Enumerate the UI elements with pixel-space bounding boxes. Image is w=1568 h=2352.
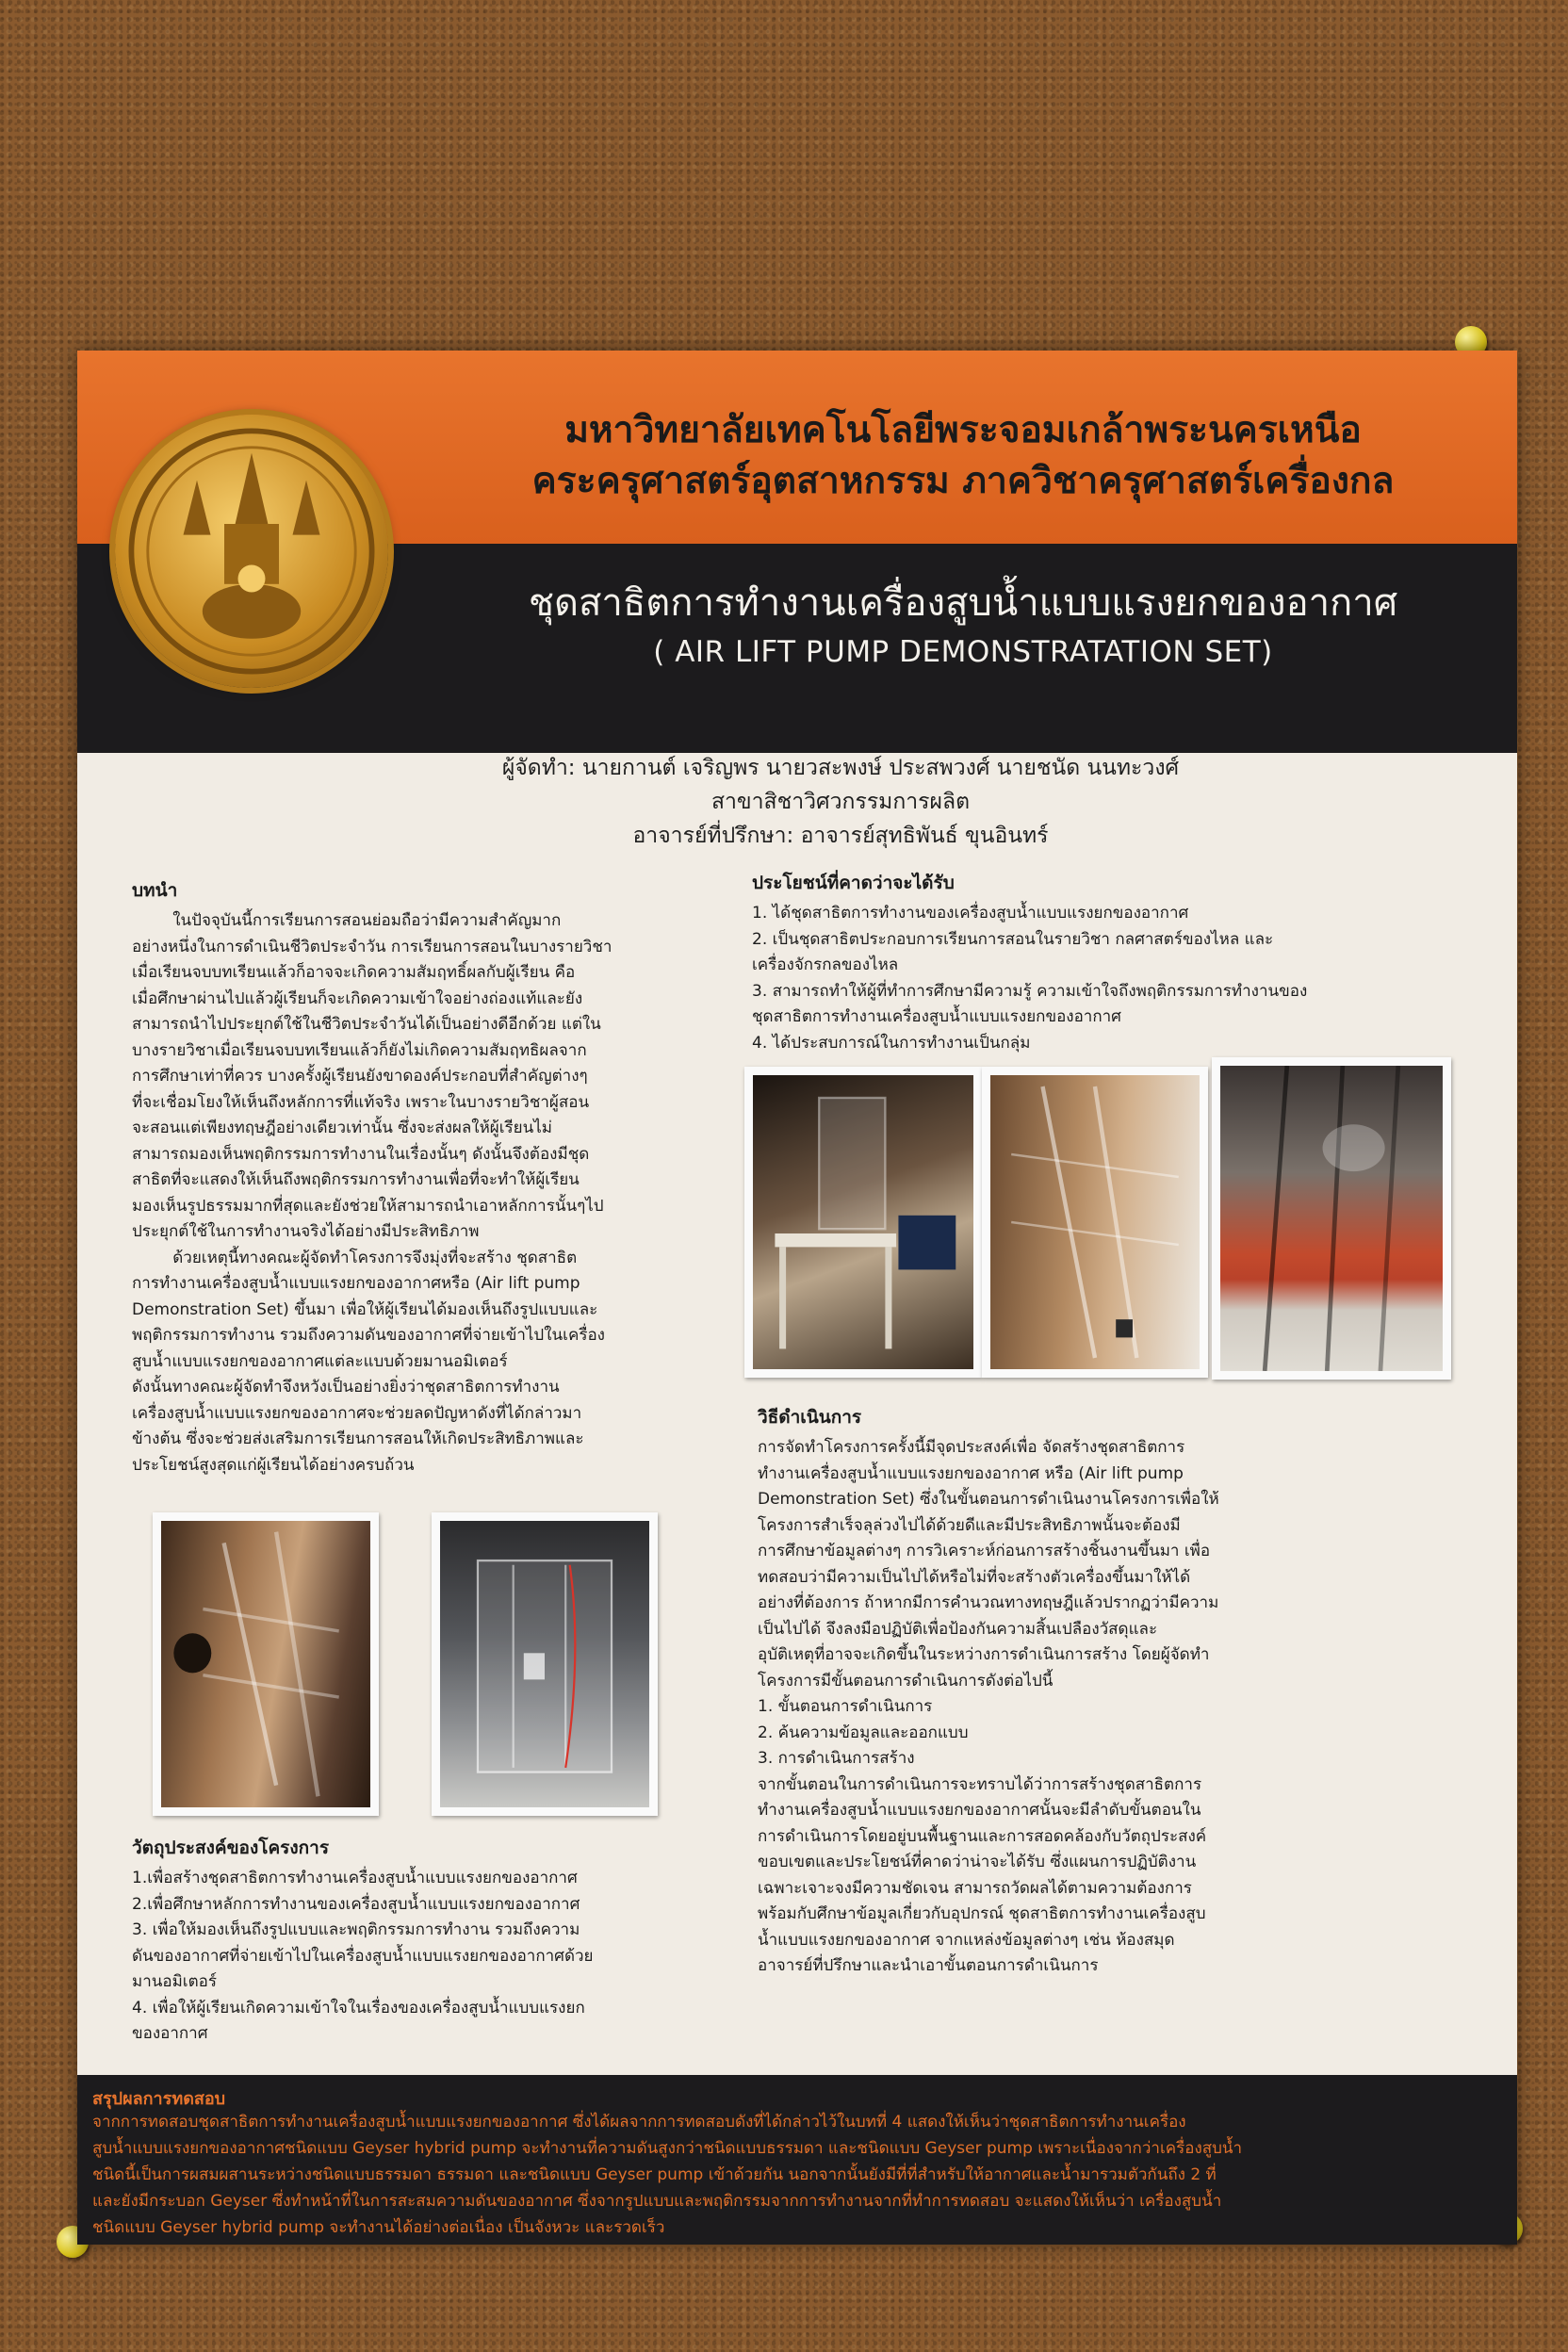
objectives-line: ของอากาศ <box>132 2024 208 2043</box>
intro-line: สามารถนำไปประยุกต์ใช้ในชีวิตประจำวันได้เป็นอย่างดีอีกด้วย แต่ใน <box>132 1015 601 1034</box>
summary-line: ชนิดนี้เป็นการผสมผสานระหว่างชนิดแบบธรรมดา ธรรมดา และชนิดแบบ Geyser pump เข้าด้วยกัน นอกจากนั้นยังมีที่ที่สำหรับให้อากาศและน้ำมารวมตัวกันถึง 2 ที่ <box>92 2165 1217 2184</box>
intro-line: ข้างต้น ซึ่งจะช่วยส่งเสริมการเรียนการสอนให้เกิดประสิทธิภาพและ <box>132 1429 584 1448</box>
university-name: มหาวิทยาลัยเทคโนโลยีพระจอมเกล้าพระนครเหนือ <box>564 409 1362 451</box>
objectives-heading: วัตถุประสงค์ของโครงการ <box>132 1838 330 1858</box>
intro-line: ด้วยเหตุนี้ทางคณะผู้จัดทำโครงการจึงมุ่งที่จะสร้าง ชุดสาธิต <box>132 1248 578 1267</box>
objectives-line: 2.เพื่อศึกษาหลักการทำงานของเครื่องสูบน้ำแบบแรงยกของอากาศ <box>132 1894 580 1914</box>
method-line: 1. ขั้นตอนการดำเนินการ <box>758 1697 933 1716</box>
bubbles-closeup-icon <box>1220 1066 1443 1371</box>
poster-title-thai: ชุดสาธิตการทำงานเครื่องสูบน้ำแบบแรงยกของอากาศ <box>528 581 1398 625</box>
authors-line: ผู้จัดทำ: นายกานต์ เจริญพร นายวสะพงษ์ ประสพวงศ์ นายชนัด นนทะวงศ์ <box>501 756 1180 780</box>
benefits-line: 4. ได้ประสบการณ์ในการทำงานเป็นกลุ่ม <box>752 1033 1031 1053</box>
intro-line: บางรายวิชาเมื่อเรียนจบบทเรียนแล้วก็ยังไม่เกิดความสัมฤทธิผลจาก <box>132 1040 587 1060</box>
objectives-section <box>132 1834 792 2048</box>
intro-line: เครื่องสูบน้ำแบบแรงยกของอากาศจะช่วยลดปัญหาดังที่ได้กล่าวมา <box>132 1403 582 1423</box>
method-line: โครงการสำเร็จลุล่วงไปได้ด้วยดีและมีประสิทธิภาพนั้นจะต้องมี <box>758 1515 1181 1535</box>
benefits-line: เครื่องจักรกลของไหล <box>752 956 899 974</box>
intro-line: การศึกษาเท่าที่ควร บางครั้งผู้เรียนยังขาดองค์ประกอบที่สำคัญต่างๆ <box>132 1067 588 1086</box>
intro-heading: บทนำ <box>132 880 178 901</box>
intro-line: ในปัจจุบันนี้การเรียนการสอนย่อมถือว่ามีความสำคัญมาก <box>132 911 562 930</box>
objectives-line: 4. เพื่อให้ผู้เรียนเกิดความเข้าใจในเรื่องของเครื่องสูบน้ำแบบแรงยก <box>132 1998 585 2017</box>
objectives-line: ดันของอากาศที่จ่ายเข้าไปในเครื่องสูบน้ำแบบแรงยกของอากาศด้วย <box>132 1946 594 1966</box>
acrylic-tank-icon <box>440 1521 649 1807</box>
advisor-line: อาจารย์ที่ปรึกษา: อาจารย์สุทธิพันธ์ ขุนอินทร์ <box>632 824 1049 848</box>
intro-line: ประยุกต์ใช้ในการทำงานจริงได้อย่างมีประสิทธิภาพ <box>132 1222 480 1241</box>
method-line: การดำเนินการโดยอยู่บนพื้นฐานและการสอดคล้องกับวัตถุประสงค์ <box>758 1826 1207 1846</box>
summary-band <box>77 2075 1517 2245</box>
university-heading <box>435 405 1491 507</box>
poster-title-english: ( AIR LIFT PUMP DEMONSTRATATION SET) <box>653 635 1273 669</box>
benefits-heading: ประโยชน์ที่คาดว่าจะได้รับ <box>752 873 955 893</box>
intro-line: เมื่อศึกษาผ่านไปแล้วผู้เรียนก็จะเกิดความเข้าใจอย่างถ่องแท้และยัง <box>132 988 583 1008</box>
summary-line: สูบน้ำแบบแรงยกของอากาศชนิดแบบ Geyser hybrid pump จะทำงานที่ความดันสูงกว่าชนิดแบบธรรมดา และชนิดแบบ Geyser pump เพราะเนื่องจากว่าเครื่องสูบน้ำ <box>92 2139 1243 2158</box>
intro-line: สูบน้ำแบบแรงยกของอากาศแต่ละแบบด้วยมานอมิเตอร์ <box>132 1351 508 1371</box>
faculty-name: คระครุศาสตร์อุตสาหกรรม ภาควิชาครุศาสตร์เครื่องกล <box>531 460 1395 502</box>
benefits-list <box>752 901 1506 1056</box>
method-line: 3. การดำเนินการสร้าง <box>758 1749 915 1768</box>
method-line: จากขั้นตอนในการดำเนินการจะทราบได้ว่าการสร้างชุดสาธิตการ <box>758 1774 1202 1794</box>
method-line: น้ำแบบแรงยกของอากาศ จากแหล่งข้อมูลต่างๆ เช่น ห้องสมุด <box>758 1930 1175 1950</box>
intro-line: สาธิตที่จะแสดงให้เห็นถึงพฤติกรรมการทำงานเพื่อที่จะทำให้ผู้เรียน <box>132 1170 580 1189</box>
university-seal-logo <box>115 415 388 688</box>
objectives-list <box>132 1866 792 2048</box>
objectives-line: 1.เพื่อสร้างชุดสาธิตการทำงานเครื่องสูบน้ำแบบแรงยกของอากาศ <box>132 1869 578 1887</box>
photo-pump-front <box>432 1512 658 1816</box>
intro-line: Demonstration Set) ขึ้นมา เพื่อให้ผู้เรียนได้มองเห็นถึงรูปแบบและ <box>132 1299 598 1319</box>
pump-tubes-icon <box>990 1075 1200 1369</box>
intro-line: ดังนั้นทางคณะผู้จัดทำจึงหวังเป็นอย่างยิ่งว่าชุดสาธิตการทำงาน <box>132 1378 560 1396</box>
intro-line: ประโยชน์สูงสุดแก่ผู้เรียนได้อย่างครบถ้วน <box>132 1455 415 1475</box>
method-line: อุบัติเหตุที่อาจจะเกิดขึ้นในระหว่างการดำเนินการสร้าง โดยผู้จัดทำ <box>758 1645 1210 1664</box>
method-line: ทำงานเครื่องสูบน้ำแบบแรงยกของอากาศ หรือ (Air lift pump <box>758 1463 1184 1483</box>
intro-section <box>132 876 792 1478</box>
benefits-line: ชุดสาธิตการทำงานเครื่องสูบน้ำแบบแรงยกของอากาศ <box>752 1007 1121 1026</box>
method-line: อาจารย์ที่ปรึกษาและนำเอาขั้นตอนการดำเนินการ <box>758 1956 1099 1975</box>
intro-line: การทำงานเครื่องสูบน้ำแบบแรงยกของอากาศหรือ (Air lift pump <box>132 1274 580 1293</box>
intro-paragraph <box>132 908 792 1478</box>
method-line: ขอบเขตและประโยชน์ที่คาดว่าน่าจะได้รับ ซึ่งแผนการปฏิบัติงาน <box>758 1853 1197 1871</box>
method-line: Demonstration Set) ซึ่งในขั้นตอนการดำเนินงานโครงการเพื่อให้ <box>758 1490 1219 1509</box>
summary-line: จากการทดสอบชุดสาธิตการทำงานเครื่องสูบน้ำแบบแรงยกของอากาศ ซึ่งได้ผลจากการทดสอบดังที่ได้กล่าวไว้ในบทที่ 4 แสดงให้เห็นว่าชุดสาธิตการทำงานเครื่อง <box>92 2113 1186 2132</box>
benefits-section <box>752 869 1506 1056</box>
photo-pump-closeup <box>1212 1057 1451 1380</box>
method-paragraph <box>758 1435 1455 1980</box>
intro-line: สามารถมองเห็นพฤติกรรมการทำงานในเรื่องนั้นๆ ดังนั้นจึงต้องมีชุด <box>132 1144 590 1164</box>
method-line: เป็นไปได้ จึงลงมือปฏิบัติเพื่อป้องกันความสิ้นเปลืองวัสดุและ <box>758 1619 1158 1639</box>
authors-block <box>219 751 1462 853</box>
method-line: โครงการมีขั้นตอนการดำเนินการดังต่อไปนี้ <box>758 1671 1054 1690</box>
intro-line: จะสอนแต่เพียงทฤษฎีอย่างเดียวเท่านั้น ซึ่งจะส่งผลให้ผู้เรียนไม่ <box>132 1119 553 1137</box>
intro-line: มองเห็นรูปธรรมมากที่สุดและยังช่วยให้สามารถนำเอาหลักการนั้นๆไป <box>132 1196 604 1216</box>
method-line: การจัดทำโครงการครั้งนี้มีจุดประสงค์เพื่อ จัดสร้างชุดสาธิตการ <box>758 1438 1185 1457</box>
photo-pump-side <box>153 1512 379 1816</box>
photo-demonstration-set <box>744 1067 982 1378</box>
summary-heading: สรุปผลการทดสอบ <box>92 2089 226 2109</box>
summary-line: และยังมีกระบอก Geyser ซึ่งทำหน้าที่ในการสะสมความดันของอากาศ ซึ่งจากรูปแบบและพฤติกรรมจากการทำงานจากที่ทำการทดสอบ จะแสดงให้เห็นว่า เครื่องสูบน้ำ <box>92 2192 1222 2211</box>
summary-paragraph <box>92 2109 1501 2241</box>
benefits-line: 2. เป็นชุดสาธิตประกอบการเรียนการสอนในรายวิชา กลศาสตร์ของไหล และ <box>752 929 1274 949</box>
seal-emblem-icon <box>115 415 388 688</box>
method-line: ทำงานเครื่องสูบน้ำแบบแรงยกของอากาศนั้นจะมีลำดับขั้นตอนใน <box>758 1801 1201 1820</box>
method-line: พร้อมกับศึกษาข้อมูลเกี่ยวกับอุปกรณ์ ชุดสาธิตการทำงานเครื่องสูบ <box>758 1904 1206 1923</box>
intro-line: เมื่อเรียนจบบทเรียนแล้วก็อาจจะเกิดความสัมฤทธิ์ผลกับผู้เรียน คือ <box>132 963 576 982</box>
method-line: การศึกษาข้อมูลต่างๆ การวิเคราะห์ก่อนการสร้างชิ้นงานขึ้นมา เพื่อ <box>758 1542 1211 1560</box>
method-heading: วิธีดำเนินการ <box>758 1407 862 1428</box>
poster <box>77 351 1517 2245</box>
workbench-icon <box>753 1075 973 1369</box>
benefits-line: 1. ได้ชุดสาธิตการทำงานของเครื่องสูบน้ำแบบแรงยกของอากาศ <box>752 904 1189 923</box>
intro-line: อย่างหนึ่งในการดำเนินชีวิตประจำวัน การเรียนการสอนในบางรายวิชา <box>132 937 612 956</box>
method-section <box>758 1403 1455 1980</box>
benefits-line: 3. สามารถทำให้ผู้ที่ทำการศึกษามีความรู้ ความเข้าใจถึงพฤติกรรมการทำงานของ <box>752 981 1308 1001</box>
department-line: สาขาสิชาวิศวกรรมการผลิต <box>710 790 971 814</box>
method-line: อย่างที่ต้องการ ถ้าหากมีการคำนวณทางทฤษฎีแล้วปรากฏว่ามีความ <box>758 1593 1219 1612</box>
method-line: ทดสอบว่ามีความเป็นไปได้หรือไม่ที่จะสร้างตัวเครื่องขึ้นมาให้ได้ <box>758 1567 1191 1587</box>
method-line: เฉพาะเจาะจงมีความชัดเจน สามารถวัดผลได้ตามความต้องการ <box>758 1878 1192 1898</box>
objectives-line: 3. เพื่อให้มองเห็นถึงรูปแบบและพฤติกรรมการทำงาน รวมถึงความ <box>132 1920 580 1939</box>
method-line: 2. ค้นความข้อมูลและออกแบบ <box>758 1723 969 1742</box>
acrylic-tubes-icon <box>161 1521 370 1807</box>
objectives-line: มานอมิเตอร์ <box>132 1972 217 1991</box>
photo-pump-tubes <box>982 1067 1208 1378</box>
intro-line: พฤติกรรมการทำงาน รวมถึงความดันของอากาศที่จ่ายเข้าไปในเครื่อง <box>132 1326 605 1345</box>
intro-line: ที่จะเชื่อมโยงให้เห็นถึงหลักการที่แท้จริง เพราะในบางรายวิชาผู้สอน <box>132 1092 590 1112</box>
summary-line: ชนิดแบบ Geyser hybrid pump จะทำงานได้อย่างต่อเนื่อง เป็นจังหวะ และรวดเร็ว <box>92 2218 665 2237</box>
